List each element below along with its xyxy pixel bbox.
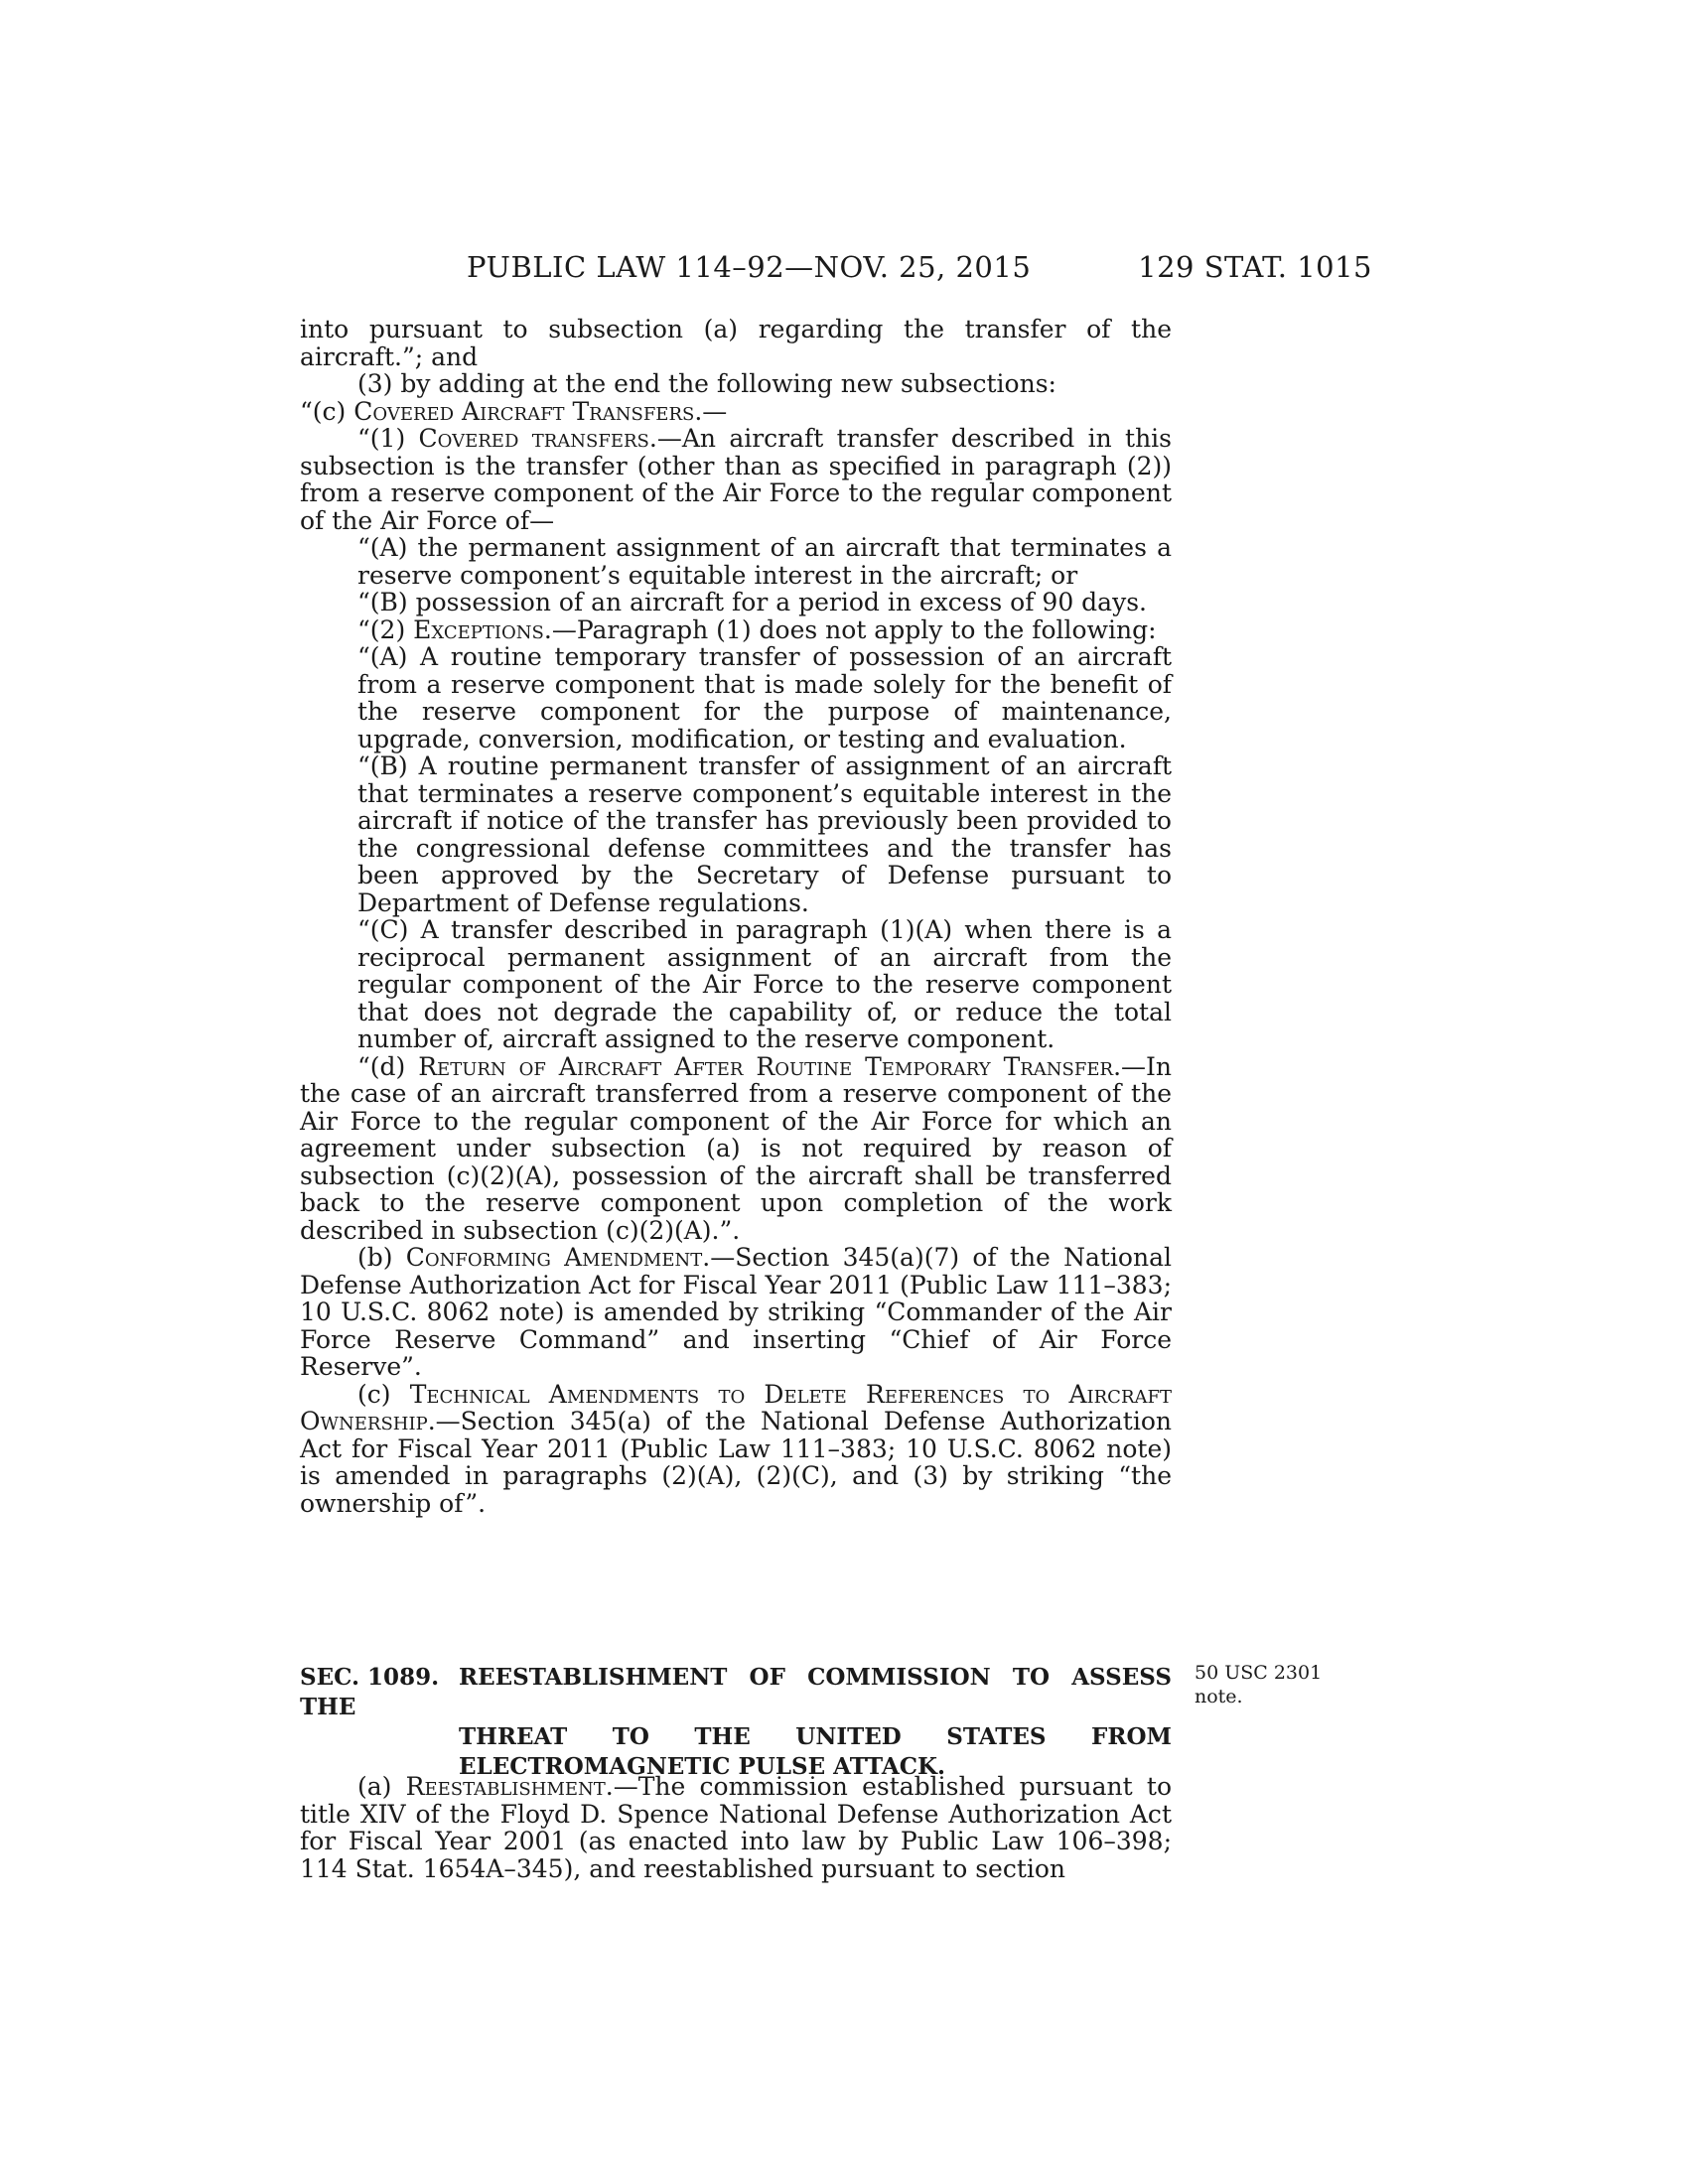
paragraph-c2: “(2) Exceptions.—Paragraph (1) does not apply to the following: bbox=[357, 614, 1157, 644]
paragraph-c2-heading: Exceptions. bbox=[413, 614, 552, 644]
paragraph-3: (3) by adding at the end the following new subsections: bbox=[357, 369, 1056, 398]
page-header bbox=[467, 250, 1372, 290]
paragraph-continuation: into pursuant to subsection (a) regarding the transfer of the aircraft.”; and bbox=[300, 315, 1172, 371]
subsection-d-heading: Return of Aircraft After Routine Temporary Transfer. bbox=[418, 1051, 1122, 1081]
public-law-title: PUBLIC LAW 114–92—NOV. 25, 2015 bbox=[467, 250, 1032, 284]
section-number: SEC. 1089. bbox=[300, 1664, 440, 1691]
paragraph-c1-heading: Covered transfers. bbox=[418, 424, 657, 453]
subparagraph-c1a: “(A) the permanent assignment of an aircraft that terminates a reserve component’s equitable interest in the aircraft; or bbox=[357, 533, 1172, 590]
paragraph-c1: “(1) Covered transfers.—An aircraft transfer described in this subsection is the transfer (other than as specified in paragraph (2)) from a reserve component of the Air Force to the regular component of the Air Force of— bbox=[300, 424, 1172, 535]
subsection-b: (b) Conforming Amendment.—Section 345(a)(7) of the National Defense Authorization Act for Fiscal Year 2011 (Public Law 111–383; 10 U.S.C. 8062 note) is amended by striking “Commander of the Air Force Reserve Command” and inserting “Chief of Air Force Reserve”. bbox=[300, 1243, 1172, 1381]
section-body bbox=[300, 1773, 1172, 1882]
subparagraph-c1b: “(B) possession of an aircraft for a period in excess of 90 days. bbox=[357, 588, 1147, 616]
margin-citation-note: 50 USC 2301 note. bbox=[1195, 1662, 1323, 1707]
subparagraph-c2a: “(A) A routine temporary transfer of possession of an aircraft from a reserve component that is made solely for the benefit of the reserve component for the purpose of maintenance, upgrade, conversion, modification, or testing and evaluation. bbox=[357, 642, 1172, 753]
subparagraph-c2b: “(B) A routine permanent transfer of assignment of an aircraft that terminates a reserve component’s equitable interest in the aircraft if notice of the transfer has previously been provided to the congressional defense committees and the transfer has been approved by the Secretary of Defense pursuant to Department of Defense regulations. bbox=[357, 751, 1172, 917]
section-title-line1: REESTABLISHMENT OF COMMISSION TO ASSESS THE bbox=[300, 1664, 1172, 1720]
subsection-c-heading: Covered Aircraft Transfers. bbox=[353, 396, 703, 426]
subparagraph-c2c: “(C) A transfer described in paragraph (1)(A) when there is a reciprocal permanent assignment of an aircraft from the regular component of the Air Force to the reserve component that does not degrade the capability of, or reduce the total number of, aircraft assigned to the reserve component. bbox=[357, 915, 1172, 1053]
subsection-b-heading: Conforming Amendment. bbox=[405, 1243, 711, 1272]
subsection-c-technical: (c) Technical Amendments to Delete References to Aircraft Ownership.—Section 345(a) of the National Defense Authorization Act for Fiscal Year 2011 (Public Law 111–383; 10 U.S.C. 8062 note) is amended in paragraphs (2)(A), (2)(C), and (3) by striking “the ownership of”. bbox=[300, 1379, 1172, 1518]
main-text bbox=[300, 316, 1172, 1517]
subsection-c: “(c) Covered Aircraft Transfers.— bbox=[300, 396, 728, 426]
subsection-a-heading: Reestablishment. bbox=[405, 1772, 614, 1801]
subsection-d: “(d) Return of Aircraft After Routine Temporary Transfer.—In the case of an aircraft transferred from a reserve component of the Air Force to the regular component of the Air Force for which an agreement under subsection (a) is not required by reason of subsection (c)(2)(A), possession of the aircraft shall be transferred back to the reserve component upon completion of the work described in subsection (c)(2)(A).”. bbox=[300, 1051, 1172, 1245]
section-title-rest: THREAT TO THE UNITED STATES FROM ELECTROMAGNETIC PULSE ATTACK. bbox=[459, 1723, 1172, 1780]
subsection-a: (a) Reestablishment.—The commission established pursuant to title XIV of the Floyd D. Spence National Defense Authorization Act for Fiscal Year 2001 (as enacted into law by Public Law 106–398; 114 Stat. 1654A–345), and reestablished pursuant to section bbox=[300, 1772, 1173, 1883]
subsection-c-technical-heading: Technical Amendments to Delete References to Aircraft Ownership. bbox=[300, 1379, 1172, 1435]
statute-page-number: 129 STAT. 1015 bbox=[1138, 250, 1372, 284]
section-heading bbox=[300, 1663, 1172, 1782]
